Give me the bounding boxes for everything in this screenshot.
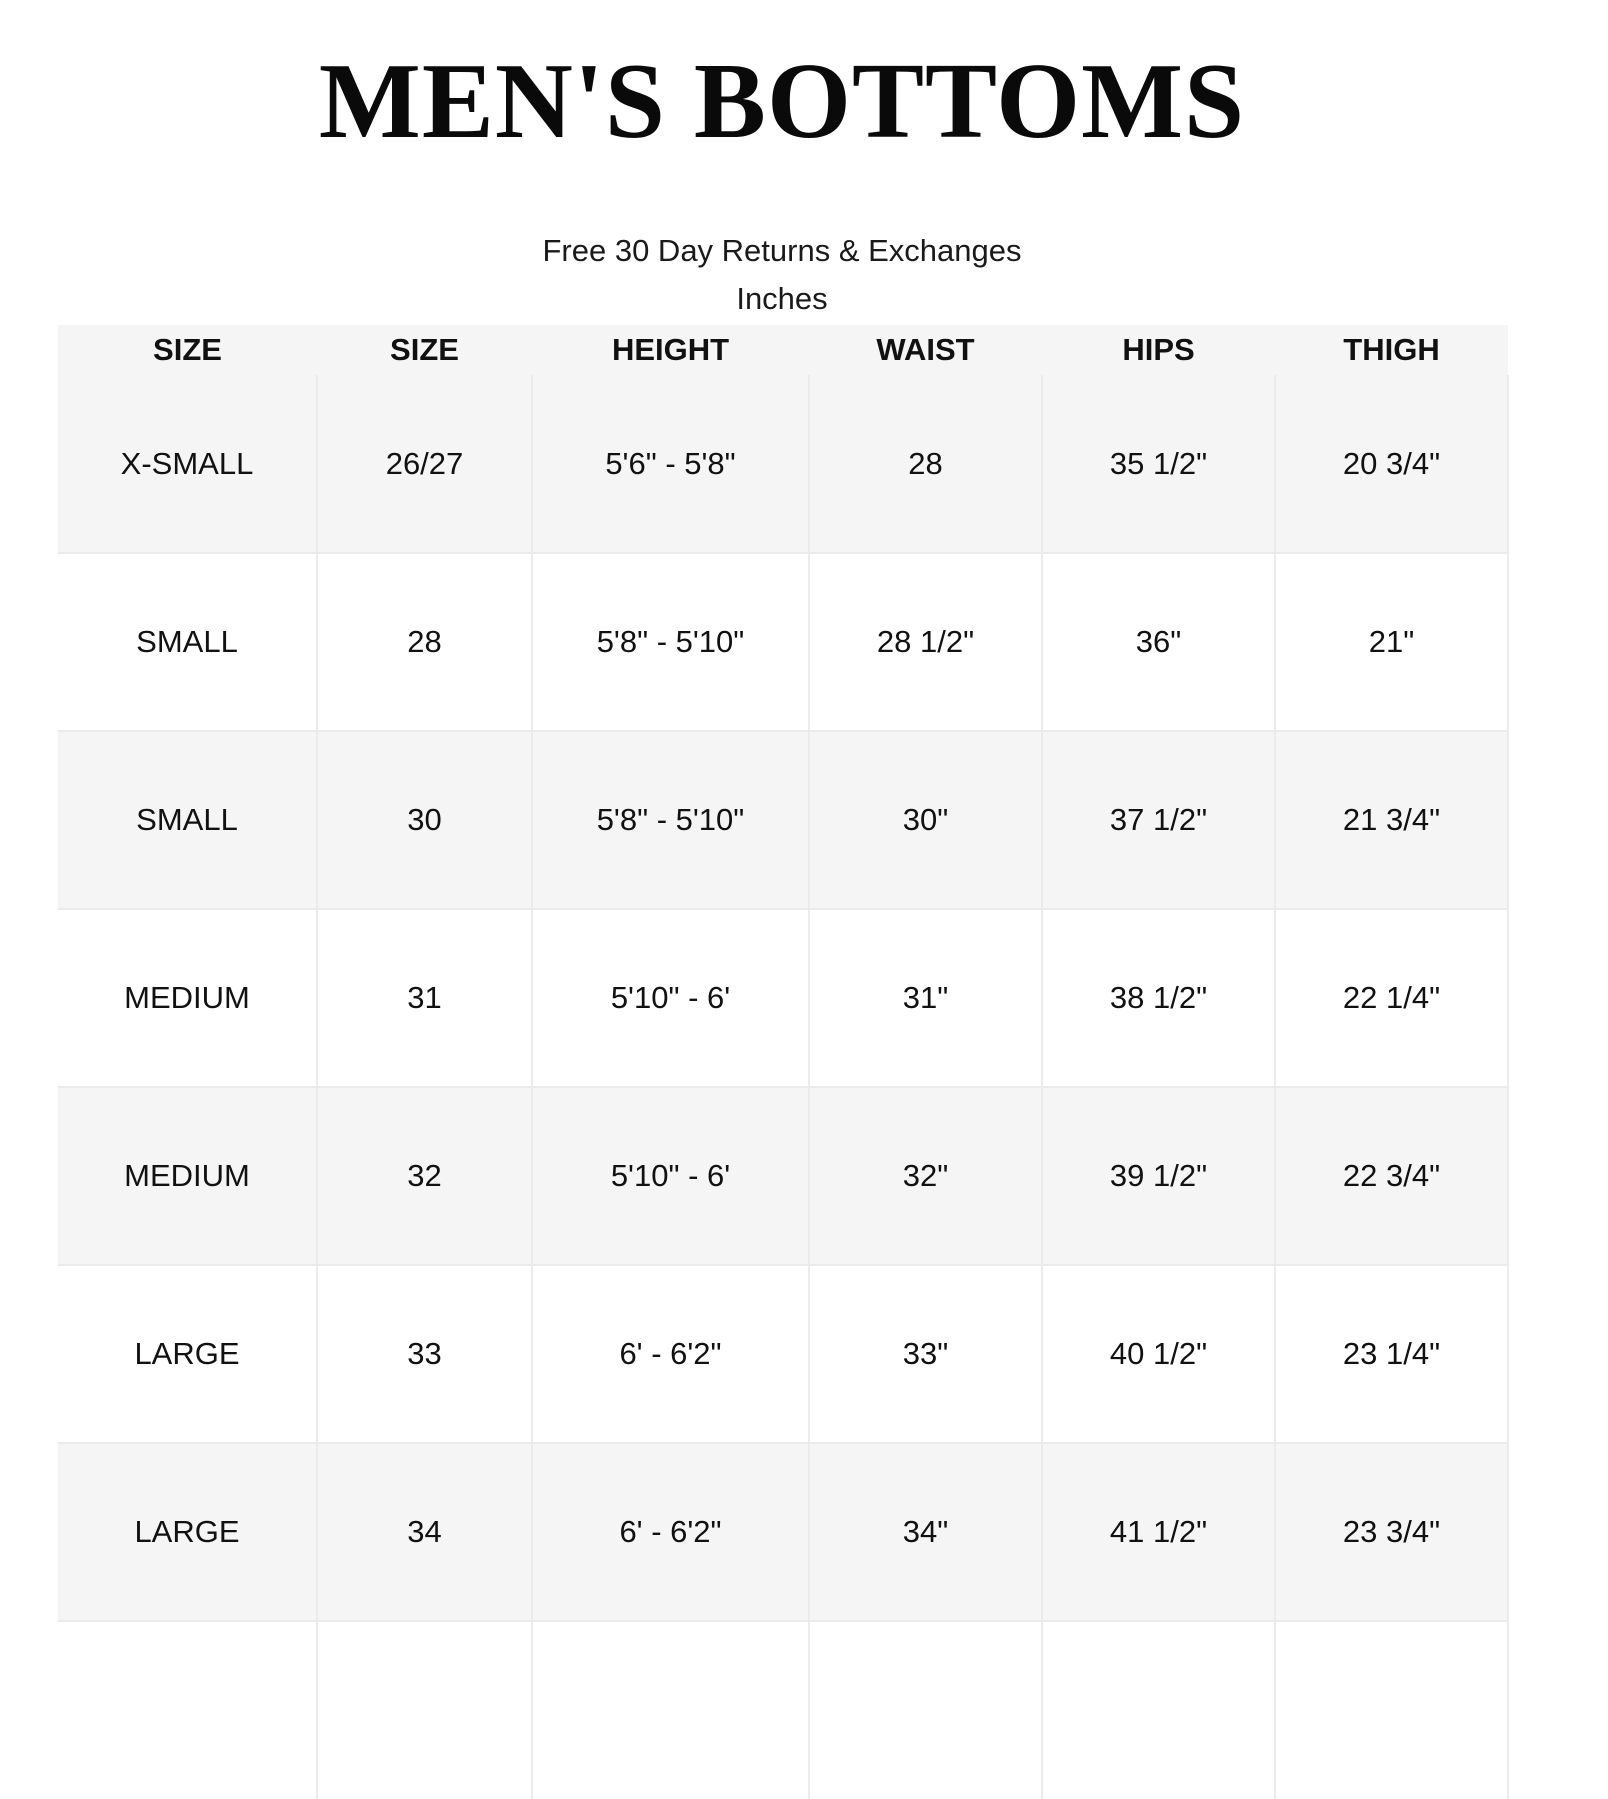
cell-size-label: MEDIUM <box>58 909 317 1087</box>
cell-size-number: 30 <box>317 731 532 909</box>
cell-size-number: 33 <box>317 1265 532 1443</box>
cell-waist <box>809 1621 1042 1799</box>
unit-label: Inches <box>736 281 828 316</box>
table-row <box>58 731 1508 909</box>
cell-hips <box>1042 1621 1275 1799</box>
cell-hips: 36" <box>1042 553 1275 731</box>
cell-height <box>532 1621 809 1799</box>
cell-waist: 28 <box>809 375 1042 553</box>
cell-thigh: 23 1/4" <box>1275 1265 1508 1443</box>
header-size-label: SIZE <box>153 332 222 367</box>
cell-height: 5'10" - 6' <box>532 909 809 1087</box>
cell-hips: 35 1/2" <box>1042 375 1275 553</box>
header-hips: HIPS <box>1122 332 1195 367</box>
cell-size-number <box>317 1621 532 1799</box>
cell-thigh: 21 3/4" <box>1275 731 1508 909</box>
header-size-number: SIZE <box>390 332 459 367</box>
cell-size-label: SMALL <box>58 553 317 731</box>
cell-size-label: LARGE <box>58 1443 317 1621</box>
table-row <box>58 1265 1508 1443</box>
cell-waist: 30" <box>809 731 1042 909</box>
cell-hips: 38 1/2" <box>1042 909 1275 1087</box>
cell-size-number: 28 <box>317 553 532 731</box>
cell-thigh: 22 1/4" <box>1275 909 1508 1087</box>
cell-size-number: 34 <box>317 1443 532 1621</box>
cell-size-label <box>58 1621 317 1799</box>
cell-size-number: 26/27 <box>317 375 532 553</box>
cell-waist: 33" <box>809 1265 1042 1443</box>
cell-hips: 41 1/2" <box>1042 1443 1275 1621</box>
table-row <box>58 909 1508 1087</box>
cell-size-label: X-SMALL <box>120 445 254 481</box>
cell-height: 5'6" - 5'8" <box>532 375 809 553</box>
header-waist: WAIST <box>876 332 975 367</box>
cell-waist: 32" <box>809 1087 1042 1265</box>
cell-size-label: SMALL <box>58 731 317 909</box>
header-height: HEIGHT <box>611 332 730 367</box>
cell-waist: 31" <box>809 909 1042 1087</box>
table-header <box>58 325 1508 375</box>
cell-thigh <box>1275 1621 1508 1799</box>
cell-thigh: 22 3/4" <box>1275 1087 1508 1265</box>
table-row <box>58 553 1508 731</box>
size-chart-table <box>58 325 1509 1799</box>
header-row <box>58 325 1508 375</box>
cell-thigh: 20 3/4" <box>1275 375 1508 553</box>
cell-thigh: 23 3/4" <box>1275 1443 1508 1621</box>
cell-size-number: 32 <box>317 1087 532 1265</box>
returns-notice: Free 30 Day Returns & Exchanges <box>542 233 1022 268</box>
cell-height: 6' - 6'2" <box>532 1443 809 1621</box>
cell-height: 5'10" - 6' <box>532 1087 809 1265</box>
cell-hips: 39 1/2" <box>1042 1087 1275 1265</box>
cell-hips: 37 1/2" <box>1042 731 1275 909</box>
cell-size-label: LARGE <box>58 1265 317 1443</box>
page-title: MEN'S BOTTOMS <box>318 42 1246 161</box>
cell-height: 5'8" - 5'10" <box>532 553 809 731</box>
table-body <box>58 375 1508 1799</box>
cell-waist: 34" <box>809 1443 1042 1621</box>
header-thigh: THIGH <box>1343 332 1440 367</box>
cell-size-label: MEDIUM <box>58 1087 317 1265</box>
table-row <box>58 1621 1508 1799</box>
table-row <box>58 375 1508 553</box>
cell-hips: 40 1/2" <box>1042 1265 1275 1443</box>
cell-height: 6' - 6'2" <box>532 1265 809 1443</box>
cell-size-number: 31 <box>317 909 532 1087</box>
cell-waist: 28 1/2" <box>809 553 1042 731</box>
cell-height: 5'8" - 5'10" <box>532 731 809 909</box>
cell-thigh: 21" <box>1275 553 1508 731</box>
table-row <box>58 1087 1508 1265</box>
table-row <box>58 1443 1508 1621</box>
